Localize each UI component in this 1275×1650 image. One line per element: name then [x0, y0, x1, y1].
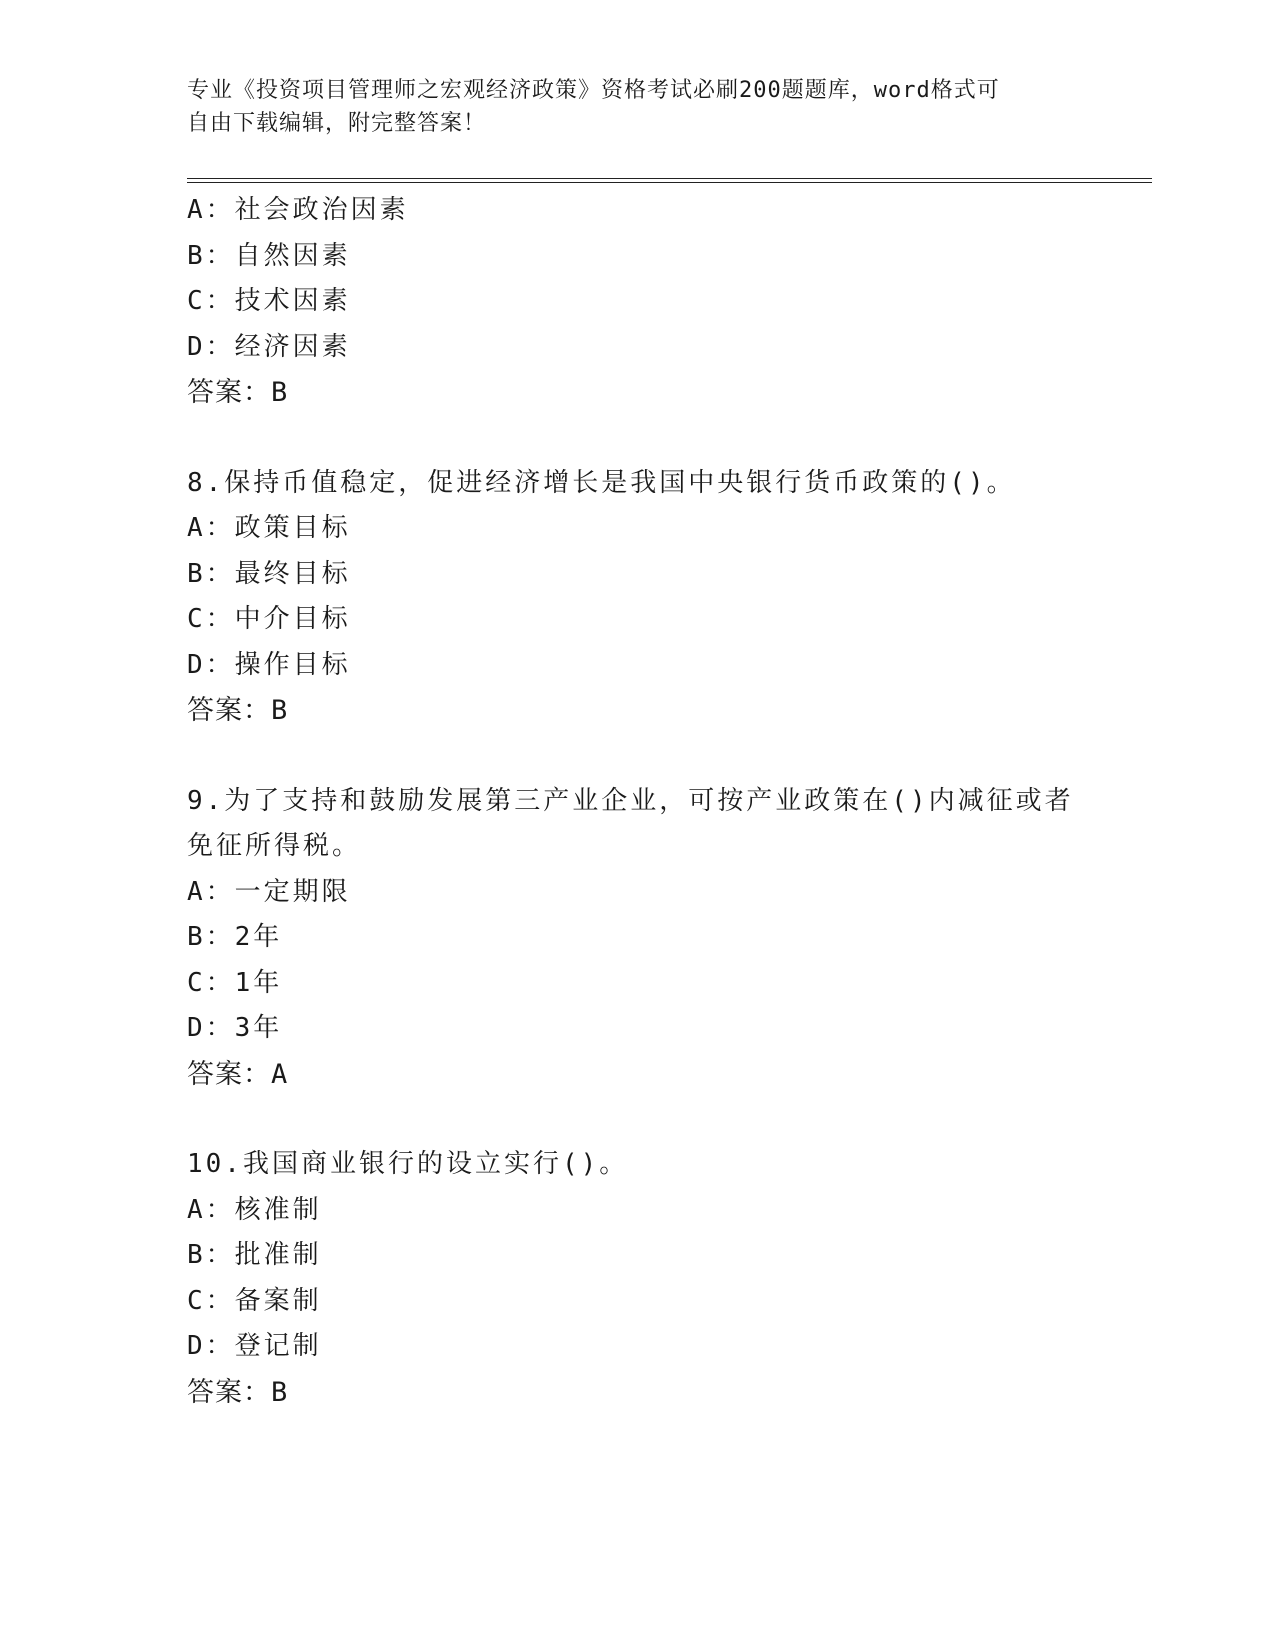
option-c: C：中介目标 — [187, 604, 351, 634]
answer-line: 答案：B — [187, 377, 289, 408]
spacer — [187, 416, 1087, 461]
question-9 — [187, 779, 1087, 1098]
option-a: A：核准制 — [187, 1194, 322, 1225]
question-8 — [187, 461, 1087, 734]
option-d: D：经济因素 — [187, 331, 351, 362]
answer-line: 答案：B — [187, 695, 289, 726]
question-stem-line-2: 免征所得税。 — [187, 831, 362, 861]
option-c: C：技术因素 — [187, 286, 351, 316]
option-a: A：社会政治因素 — [187, 195, 409, 225]
option-b: B：最终目标 — [187, 558, 351, 589]
document-header — [187, 74, 1067, 140]
question-7 — [187, 188, 1087, 416]
question-stem: 8.保持币值稳定，促进经济增长是我国中央银行货币政策的()。 — [187, 467, 1016, 498]
question-list — [187, 188, 1087, 1415]
option-c: C：备案制 — [187, 1285, 322, 1316]
option-d: D：3年 — [187, 1013, 283, 1043]
header-double-rule — [187, 178, 1152, 183]
spacer — [187, 1097, 1087, 1142]
question-10 — [187, 1142, 1087, 1415]
header-title-line-2: 自由下载编辑，附完整答案！ — [187, 111, 487, 136]
header-title-line-1: 专业《投资项目管理师之宏观经济政策》资格考试必刷200题题库，word格式可 — [187, 78, 1000, 103]
question-stem: 10.我国商业银行的设立实行()。 — [187, 1149, 629, 1179]
option-d: D：操作目标 — [187, 649, 351, 680]
option-b: B：2年 — [187, 922, 283, 952]
spacer — [187, 734, 1087, 779]
option-a: A：政策目标 — [187, 513, 351, 543]
question-stem-line-1: 9.为了支持和鼓励发展第三产业企业，可按产业政策在()内减征或者 — [187, 785, 1074, 816]
option-b: B：批准制 — [187, 1240, 322, 1270]
answer-line: 答案：A — [187, 1058, 289, 1090]
option-b: B：自然因素 — [187, 240, 351, 271]
option-a: A：一定期限 — [187, 876, 351, 907]
answer-line: 答案：B — [187, 1376, 289, 1408]
option-d: D：登记制 — [187, 1331, 322, 1361]
option-c: C：1年 — [187, 967, 283, 998]
